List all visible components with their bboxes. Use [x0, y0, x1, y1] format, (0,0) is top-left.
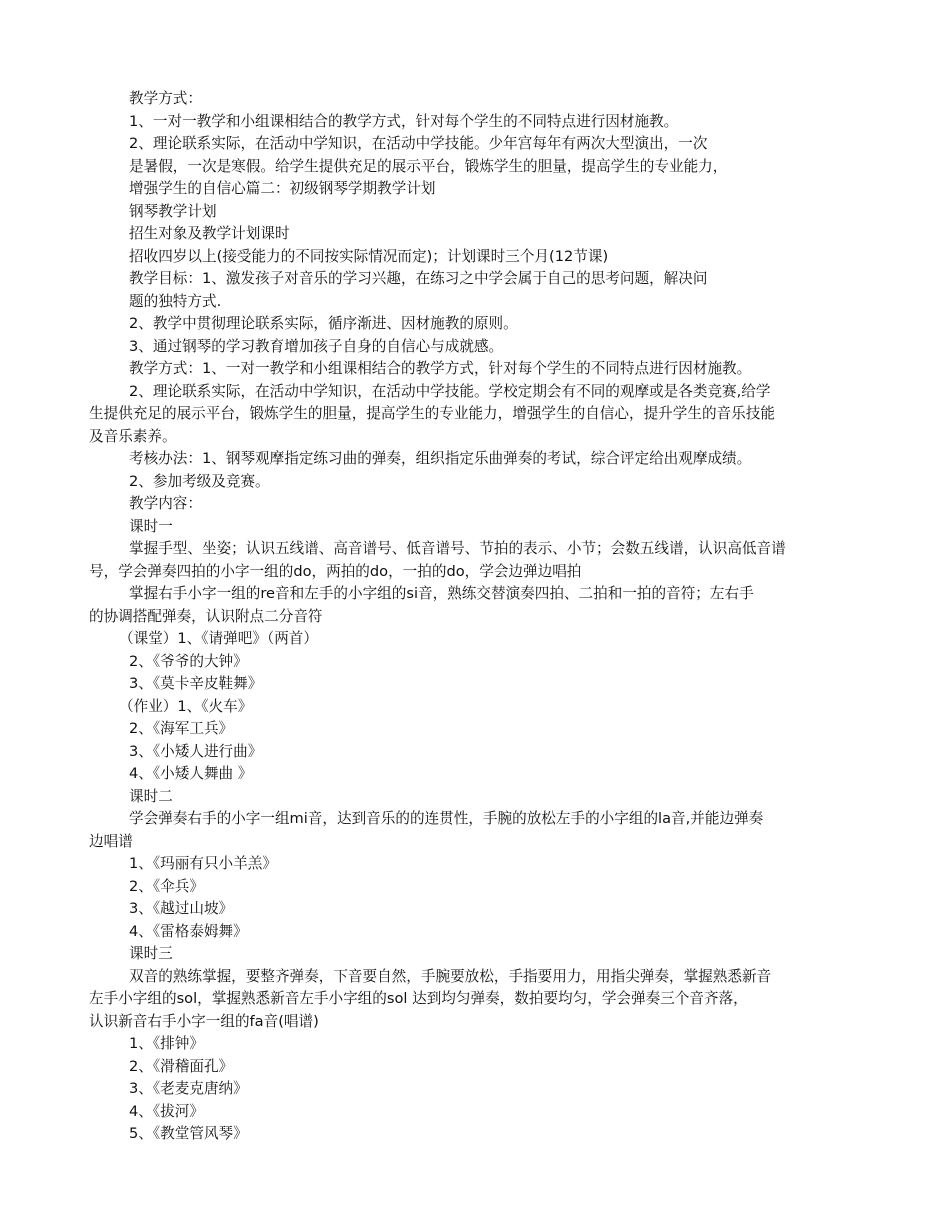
lesson-title: 课时三	[129, 945, 173, 962]
text-line: 招收四岁以上(接受能力的不同按实际情况而定)；计划课时三个月(12节课)	[129, 247, 609, 265]
list-item: 3、《小矮人进行曲》	[129, 742, 263, 760]
text-line: 2、理论联系实际，在活动中学知识，在活动中学技能。学校定期会有不同的观摩或是各类竞赛,给学	[129, 382, 771, 400]
text-line: 边唱谱	[89, 832, 133, 850]
text-line: 掌握手型、坐姿；认识五线谱、高音谱号、低音谱号、节拍的表示、小节；会数五线谱，认识高低音谱	[129, 540, 786, 557]
list-item: 2、《伞兵》	[129, 877, 204, 895]
text-line: 2、教学中贯彻理论联系实际，循序渐进、因材施教的原则。	[129, 315, 518, 332]
list-item: 3、《老麦克唐纳》	[129, 1080, 248, 1097]
text-line: 号，学会弹奏四拍的小字一组的do，两拍的do，一拍的do，学会边弹边唱拍	[89, 562, 582, 580]
list-item: 1、《玛丽有只小羊羔》	[129, 855, 277, 872]
list-item: 4、《小矮人舞曲 》	[129, 765, 253, 782]
list-item: 1、《排钟》	[129, 1035, 204, 1052]
heading-teaching-method: 教学方式：	[129, 90, 202, 107]
text-line: 的协调搭配弹奏，认识附点二分音符	[89, 607, 323, 625]
text-line: 掌握右手小字一组的re音和左手的小字组的si音，熟练交替演奏四拍、二拍和一拍的音符；左右手	[129, 585, 754, 602]
heading-teaching-content: 教学内容：	[129, 495, 202, 512]
list-item: 5、《教堂管风琴》	[129, 1125, 248, 1142]
list-item: 2、《爷爷的大钟》	[129, 652, 248, 670]
list-item: （作业）1、《火车》	[119, 697, 253, 715]
section-title: 钢琴教学计划	[129, 202, 217, 220]
text-line: 1、一对一教学和小组课相结合的教学方式，针对每个学生的不同特点进行因材施教。	[129, 112, 679, 130]
list-item: 4、《拔河》	[129, 1102, 204, 1120]
text-line: 是暑假，一次是寒假。给学生提供充足的展示平台，锻炼学生的胆量，提高学生的专业能力，	[129, 157, 728, 175]
list-item: 4、《雷格泰姆舞》	[129, 922, 248, 940]
text-line: 考核办法：1、钢琴观摩指定练习曲的弹奏，组织指定乐曲弹奏的考试，综合评定给出观摩成绩。	[129, 450, 752, 467]
lesson-title: 课时二	[129, 787, 173, 805]
text-line: 及音乐素养。	[89, 427, 177, 445]
text-line: 认识新音右手小字一组的fa音(唱谱)	[89, 1012, 319, 1030]
text-line: 教学目标：1、激发孩子对音乐的学习兴趣，在练习之中学会属于自己的思考问题，解决问	[129, 270, 708, 287]
text-line: 题的独特方式.	[129, 292, 222, 310]
text-line: 2、参加考级及竞赛。	[129, 472, 270, 490]
text-line: 双音的熟练掌握，要整齐弹奏，下音要自然，手腕要放松，手指要用力，用指尖弹奏，掌握熟悉新音	[129, 967, 772, 985]
list-item: 2、《滑稽面孔》	[129, 1057, 234, 1075]
list-item: 3、《莫卡辛皮鞋舞》	[129, 675, 263, 692]
text-line: 3、通过钢琴的学习教育增加孩子自身的自信心与成就感。	[129, 337, 504, 355]
list-item: （课堂）1、《请弹吧》（两首）	[119, 630, 318, 647]
subsection-title: 招生对象及教学计划课时	[129, 225, 290, 242]
list-item: 2、《海军工兵》	[129, 720, 234, 737]
list-item: 3、《越过山坡》	[129, 900, 234, 917]
text-line: 2、理论联系实际，在活动中学知识，在活动中学技能。少年宫每年有两次大型演出，一次	[129, 135, 708, 152]
lesson-title: 课时一	[129, 517, 173, 535]
text-line: 学会弹奏右手的小字一组mi音，达到音乐的的连贯性，手腕的放松左手的小字组的la音,并能边弹奏	[129, 810, 764, 827]
text-line: 左手小字组的sol，掌握熟悉新音左手小字组的sol 达到均匀弹奏，数拍要均匀，学会弹奏三个音齐落，	[89, 990, 748, 1007]
text-line: 教学方式：1、一对一教学和小组课相结合的教学方式，针对每个学生的不同特点进行因材施教。	[129, 360, 752, 377]
text-line: 增强学生的自信心篇二：初级钢琴学期教学计划	[129, 180, 436, 197]
text-line: 生提供充足的展示平台，锻炼学生的胆量，提高学生的专业能力，增强学生的自信心，提升学生的音乐技能	[89, 405, 775, 422]
